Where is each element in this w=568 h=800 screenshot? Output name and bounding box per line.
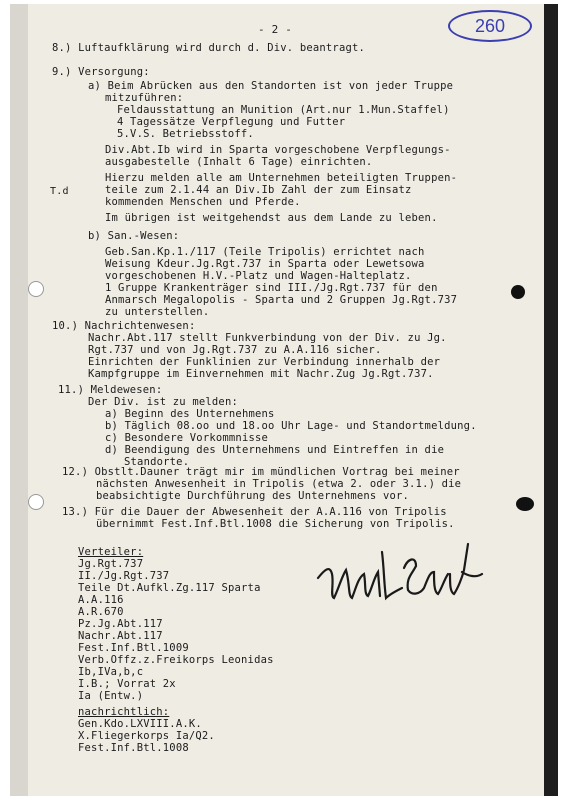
archive-page-stamp: 260	[448, 10, 532, 42]
text-line: vorgeschobenen H.V.-Platz und Wagen-Halteplatz.	[105, 270, 412, 282]
text-line: übernimmt Fest.Inf.Btl.1008 die Sicherung von Tripolis.	[96, 518, 455, 530]
text-line: 5.V.S. Betriebsstoff.	[117, 128, 254, 140]
punch-hole-lower	[28, 494, 44, 510]
text-line: Kampfgruppe im Einvernehmen mit Nachr.Zug Jg.Rgt.737.	[88, 368, 434, 380]
text-line: 12.) Obstlt.Dauner trägt mir im mündlichen Vortrag bei meiner	[62, 466, 460, 478]
text-line: 10.) Nachrichtenwesen:	[52, 320, 196, 332]
text-line: Ib,IVa,b,c	[78, 666, 144, 678]
text-line: 8.) Luftaufklärung wird durch d. Div. beantragt.	[52, 42, 366, 54]
text-line: Nachr.Abt.117	[78, 630, 163, 642]
text-line: Der Div. ist zu melden:	[88, 396, 238, 408]
text-line: Teile Dt.Aufkl.Zg.117 Sparta	[78, 582, 261, 594]
text-line: b) San.-Wesen:	[88, 230, 180, 242]
text-line: nächsten Anwesenheit in Tripolis (etwa 2. oder 3.1.) die	[96, 478, 462, 490]
text-line: 1 Gruppe Krankenträger sind III./Jg.Rgt.737 für den	[105, 282, 438, 294]
text-line: Gen.Kdo.LXVIII.A.K.	[78, 718, 202, 730]
signature	[312, 538, 492, 620]
text-line: 9.) Versorgung:	[52, 66, 150, 78]
text-line: Pz.Jg.Abt.117	[78, 618, 163, 630]
text-line: Div.Abt.Ib wird in Sparta vorgeschobene Verpflegungs-	[105, 144, 451, 156]
text-line: b) Täglich 08.oo und 18.oo Uhr Lage- und Standortmeldung.	[105, 420, 477, 432]
scan-right-border	[544, 4, 558, 796]
text-line: Jg.Rgt.737	[78, 558, 144, 570]
text-line: Einrichten der Funklinien zur Verbindung innerhalb der	[88, 356, 441, 368]
text-line: kommenden Menschen und Pferde.	[105, 196, 301, 208]
text-line: Ia (Entw.)	[78, 690, 144, 702]
text-line: 13.) Für die Dauer der Abwesenheit der A.A.116 von Tripolis	[62, 506, 447, 518]
margin-note: T.d	[50, 186, 69, 197]
text-line: 4 Tagessätze Verpflegung und Futter	[117, 116, 346, 128]
punch-hole-upper	[28, 281, 44, 297]
text-line: Feldausstattung an Munition (Art.nur 1.Mun.Staffel)	[117, 104, 450, 116]
text-line: A.R.670	[78, 606, 124, 618]
text-line: II./Jg.Rgt.737	[78, 570, 170, 582]
ink-blot-upper	[511, 285, 525, 299]
text-line: X.Fliegerkorps Ia/Q2.	[78, 730, 215, 742]
page-number: - 2 -	[258, 23, 293, 36]
text-line: zu unterstellen.	[105, 306, 210, 318]
text-line: Fest.Inf.Btl.1008	[78, 742, 189, 754]
text-line: I.B.; Vorrat 2x	[78, 678, 176, 690]
text-line: Weisung Kdeur.Jg.Rgt.737 in Sparta oder Lewetsowa	[105, 258, 425, 270]
text-line: Verb.Offz.z.Freikorps Leonidas	[78, 654, 274, 666]
text-line: c) Besondere Vorkommnisse	[105, 432, 269, 444]
text-line: a) Beginn des Unternehmens	[105, 408, 275, 420]
text-line: mitzuführen:	[105, 92, 184, 104]
text-line: beabsichtigte Durchführung des Unternehmens vor.	[96, 490, 410, 502]
text-line: Hierzu melden alle am Unternehmen beteiligten Truppen-	[105, 172, 458, 184]
text-line: Anmarsch Megalopolis - Sparta und 2 Gruppen Jg.Rgt.737	[105, 294, 458, 306]
page-left-edge	[10, 4, 28, 796]
text-line: Rgt.737 und von Jg.Rgt.737 zu A.A.116 sicher.	[88, 344, 382, 356]
text-line: 11.) Meldewesen:	[58, 384, 163, 396]
text-line: ausgabestelle (Inhalt 6 Tage) einrichten.	[105, 156, 373, 168]
text-line: A.A.116	[78, 594, 124, 606]
ink-blot-lower	[516, 497, 534, 511]
text-line: nachrichtlich:	[78, 706, 170, 718]
text-line: a) Beim Abrücken aus den Standorten ist von jeder Truppe	[88, 80, 454, 92]
text-line: d) Beendigung des Unternehmens und Eintreffen in die	[105, 444, 445, 456]
text-line: teile zum 2.1.44 an Div.Ib Zahl der zum Einsatz	[105, 184, 412, 196]
text-line: Geb.San.Kp.1./117 (Teile Tripolis) errichtet nach	[105, 246, 425, 258]
text-line: Nachr.Abt.117 stellt Funkverbindung von der Div. zu Jg.	[88, 332, 447, 344]
text-line: Standorte.	[124, 456, 190, 468]
text-line: Verteiler:	[78, 546, 144, 558]
text-line: Fest.Inf.Btl.1009	[78, 642, 189, 654]
text-line: Im übrigen ist weitgehendst aus dem Lande zu leben.	[105, 212, 438, 224]
